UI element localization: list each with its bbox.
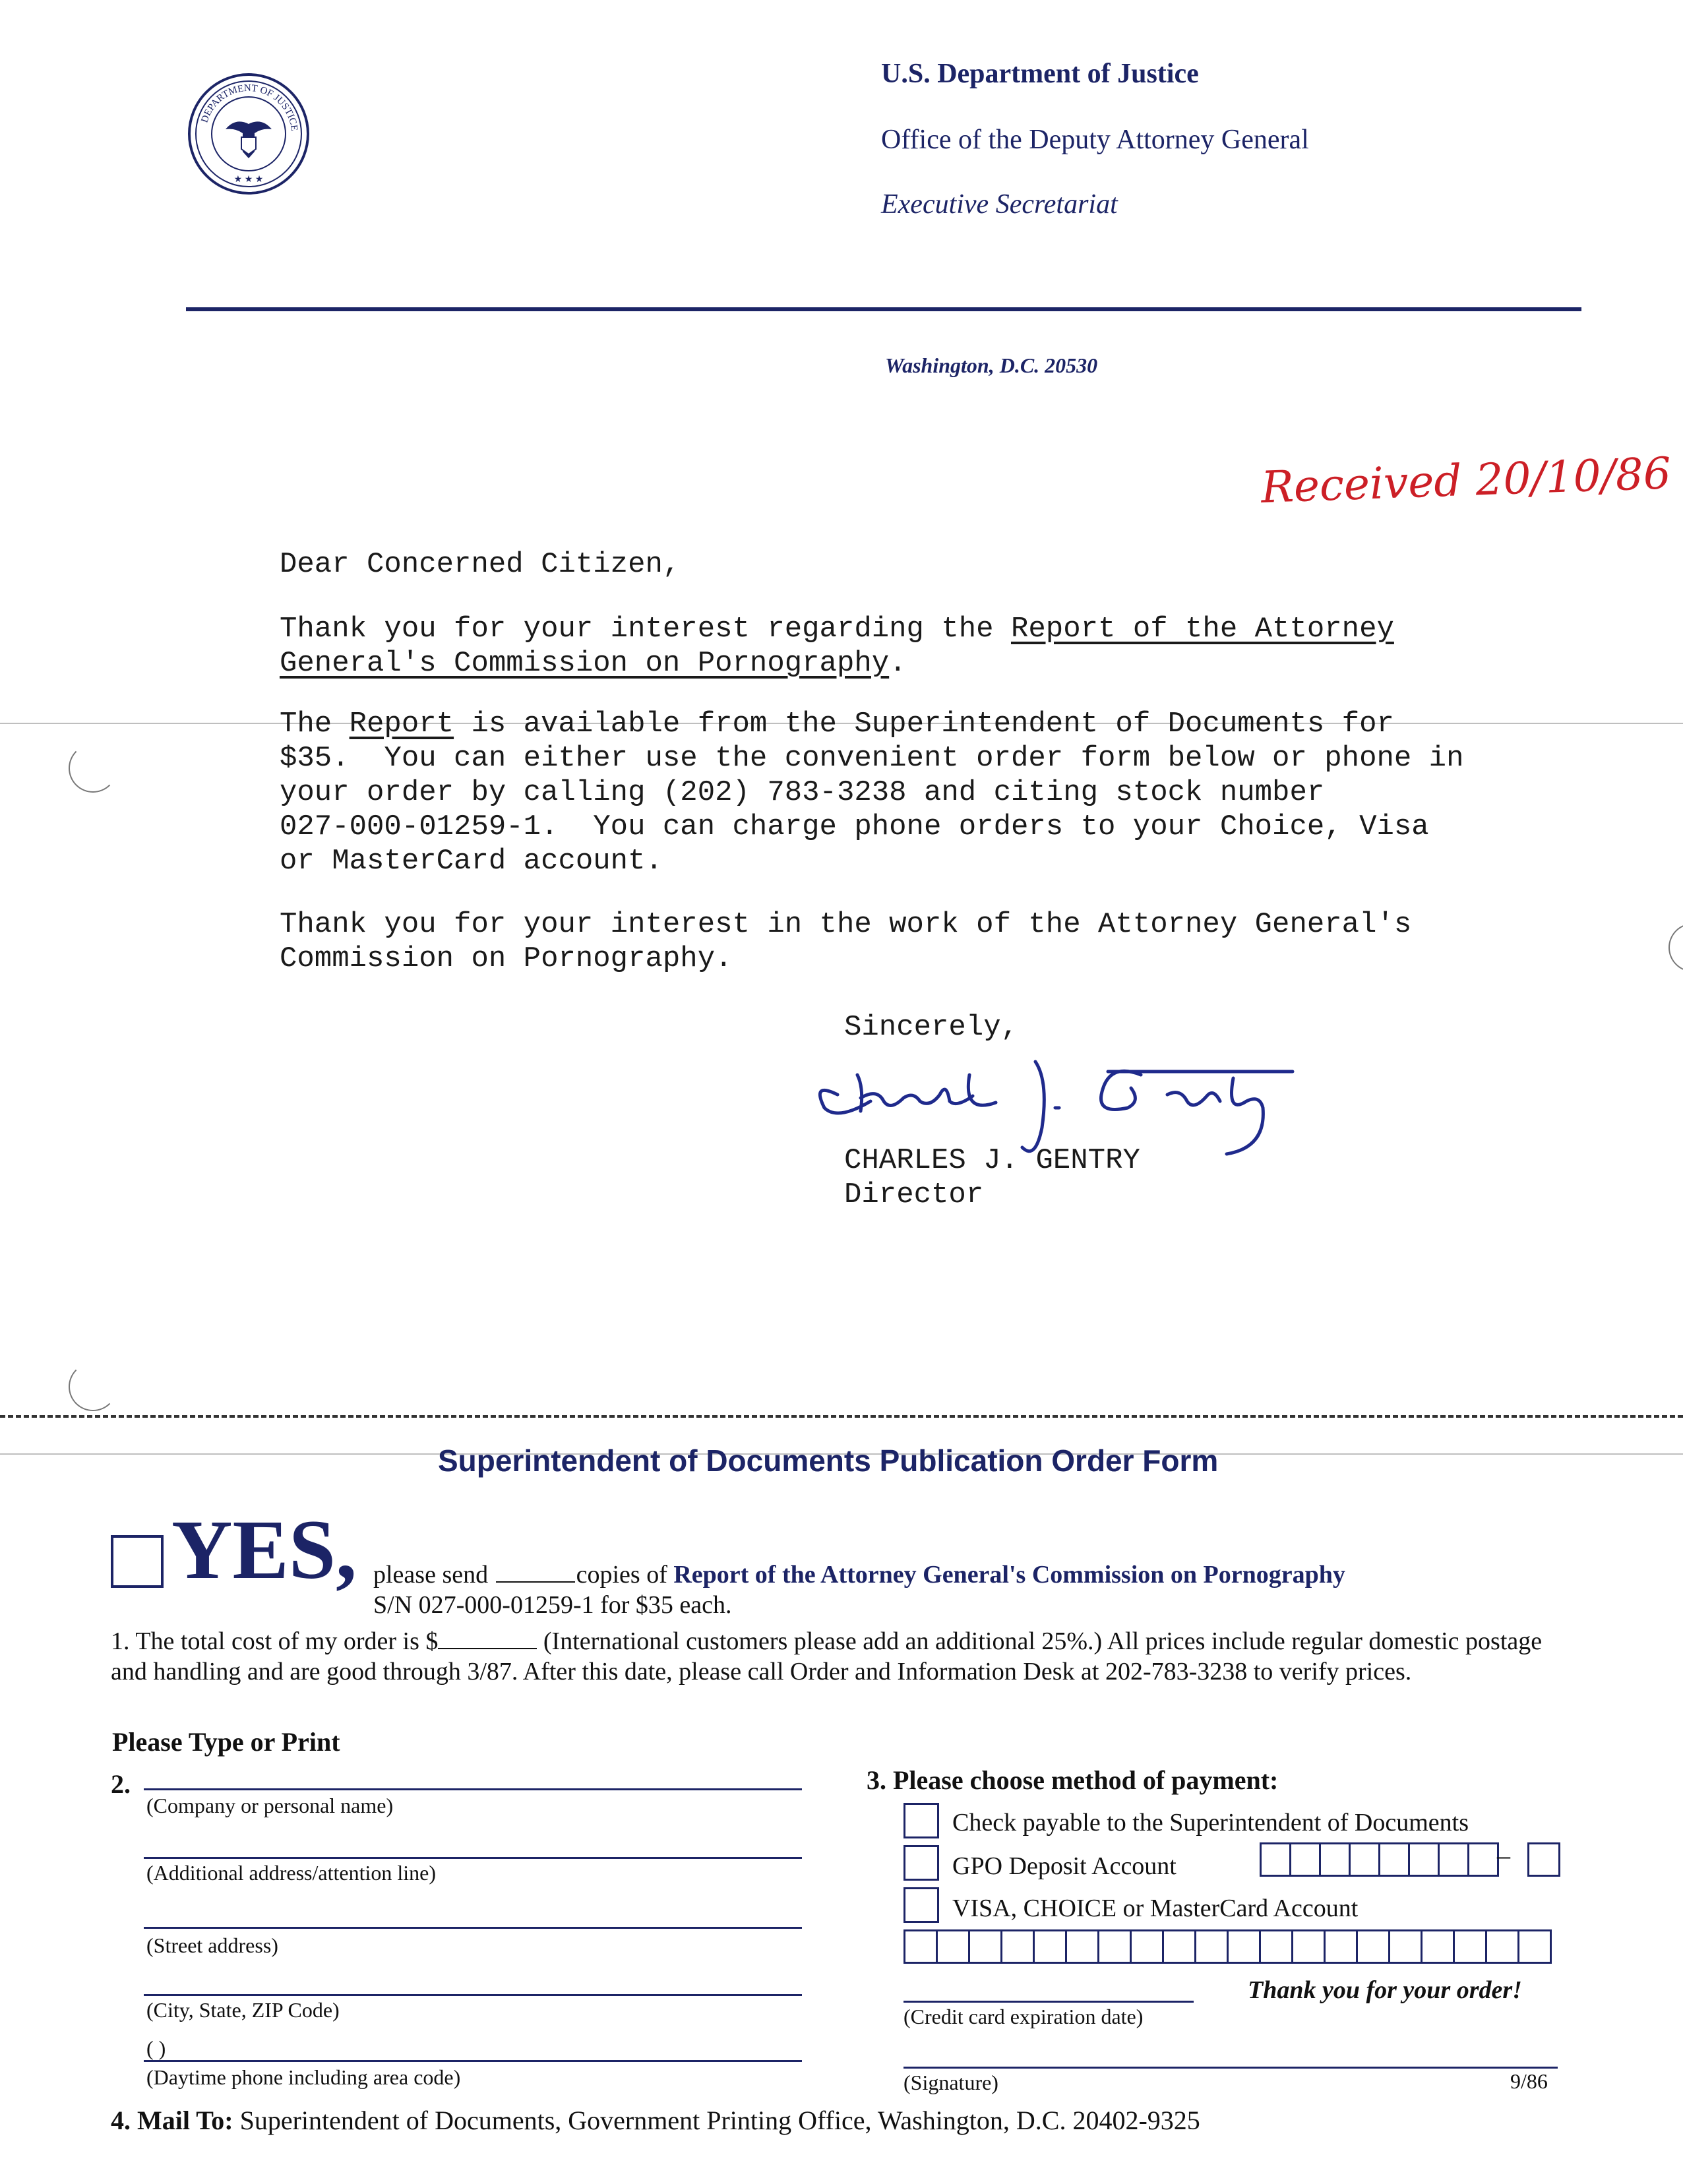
gpo-dash: – [1497, 1840, 1510, 1870]
yes-heading: YES, [171, 1503, 357, 1596]
credit-card-label: VISA, CHOICE or MasterCard Account [952, 1895, 1359, 1922]
punch-hole [1659, 913, 1683, 983]
address-line-label: (Additional address/attention line) [146, 1861, 436, 1885]
digit-box[interactable] [1000, 1929, 1035, 1964]
name-field-label: (Company or personal name) [146, 1794, 394, 1817]
expiration-date-label: (Credit card expiration date) [903, 2005, 1144, 2028]
svg-text:Charles J. Gentry: Charles J. Gentry [805, 1155, 851, 1163]
digit-box[interactable] [1467, 1842, 1499, 1877]
signer-title: Director [844, 1178, 984, 1211]
copies-blank[interactable] [496, 1581, 575, 1583]
street-address-label: (Street address) [146, 1933, 278, 1957]
digit-box[interactable] [1408, 1842, 1440, 1877]
digit-box[interactable] [903, 1929, 938, 1964]
digit-box[interactable] [1453, 1929, 1487, 1964]
digit-box[interactable] [1130, 1929, 1164, 1964]
gpo-account-number-boxes[interactable] [1260, 1842, 1497, 1875]
digit-box[interactable] [1227, 1929, 1261, 1964]
signer-name: CHARLES J. GENTRY [844, 1144, 1140, 1177]
digit-box[interactable] [1065, 1929, 1099, 1964]
digit-box[interactable] [1260, 1842, 1291, 1877]
gpo-deposit-checkbox[interactable] [903, 1845, 939, 1881]
digit-box[interactable] [1291, 1929, 1326, 1964]
stock-number: S/N 027-000-01259-1 for $35 each. [373, 1591, 732, 1619]
closing: Sincerely, [844, 1011, 1019, 1044]
order-form-title: Superintendent of Documents Publication Order Form [438, 1443, 1219, 1478]
item-3-payment-heading: 3. Please choose method of payment: [867, 1765, 1279, 1795]
please-send-line: please send copies of Report of the Attorney General's Commission on Pornography [373, 1561, 1345, 1589]
credit-card-number-boxes[interactable] [903, 1929, 1550, 1964]
digit-box[interactable] [1388, 1929, 1423, 1964]
name-field[interactable] [144, 1788, 802, 1790]
report-title-ref: Report of the Attorney [1010, 613, 1394, 646]
signature-field[interactable] [903, 2067, 1558, 2069]
total-cost-blank[interactable] [438, 1648, 537, 1649]
department-of-justice-seal [186, 71, 311, 197]
city-state-zip-field[interactable] [144, 1994, 802, 1996]
letterhead-office: Office of the Deputy Attorney General [881, 125, 1309, 155]
mail-to-line: 4. Mail To: Superintendent of Documents, Government Printing Office, Washington, D.C. 20402-9325 [111, 2106, 1200, 2135]
digit-box[interactable] [1259, 1929, 1293, 1964]
phone-parens: ( ) [146, 2036, 166, 2060]
digit-box[interactable] [1356, 1929, 1390, 1964]
check-payment-label: Check payable to the Superintendent of Documents [952, 1809, 1469, 1836]
report-title-ref: General's Commission on Pornography [280, 647, 890, 680]
paragraph-2: The Report is available from the Superintendent of Documents for $35. You can either use the convenient order form below or phone in your order by calling (202) 783-3238 and citing stock number 027-000-01259-1. You can charge phone orders to your Choice, Visa or MasterCard account. [280, 708, 1464, 878]
yes-checkbox[interactable] [111, 1535, 164, 1588]
digit-box[interactable] [1319, 1842, 1351, 1877]
letterhead-rule [186, 307, 1581, 311]
street-address-field[interactable] [144, 1927, 802, 1929]
digit-box[interactable] [1517, 1929, 1552, 1964]
letterhead-division: Executive Secretariat [881, 189, 1118, 220]
digit-box[interactable] [1378, 1842, 1410, 1877]
phone-field[interactable] [144, 2060, 802, 2062]
digit-box[interactable] [1033, 1929, 1067, 1964]
digit-box[interactable] [968, 1929, 1002, 1964]
tear-off-line [0, 1415, 1683, 1418]
digit-box[interactable] [936, 1929, 970, 1964]
salutation: Dear Concerned Citizen, [280, 548, 681, 581]
check-payment-checkbox[interactable] [903, 1803, 939, 1838]
punch-hole [69, 744, 117, 793]
digit-box[interactable] [1438, 1842, 1469, 1877]
digit-box[interactable] [1485, 1929, 1519, 1964]
punch-hole [69, 1362, 117, 1411]
digit-box[interactable] [1289, 1842, 1321, 1877]
gpo-account-check-digit-box[interactable] [1527, 1842, 1560, 1877]
digit-box[interactable] [1349, 1842, 1380, 1877]
phone-field-label: (Daytime phone including area code) [146, 2065, 461, 2089]
report-title: Report of the Attorney General's Commission on Pornography [673, 1561, 1345, 1589]
seal-text: DEPARTMENT OF JUSTICE [199, 82, 299, 132]
expiration-date-field[interactable] [903, 2001, 1194, 2003]
letterhead-place: Washington, D.C. 20530 [885, 353, 1098, 377]
please-type-heading: Please Type or Print [112, 1727, 340, 1757]
digit-box[interactable] [1421, 1929, 1455, 1964]
item-1-total-cost: 1. The total cost of my order is $ (International customers please add an additional 25%.) All prices include regular domestic postage and handling and are good through 3/87. After this date, please call Order and Information Desk at 202-783-3238 to verify prices. [111, 1627, 1543, 1685]
digit-box[interactable] [1162, 1929, 1196, 1964]
received-stamp: Received 20/10/86 [1260, 448, 1672, 513]
address-line-field[interactable] [144, 1857, 802, 1859]
gpo-deposit-label: GPO Deposit Account [952, 1852, 1177, 1880]
city-state-zip-label: (City, State, ZIP Code) [146, 1998, 340, 2022]
thank-you-note: Thank you for your order! [1248, 1976, 1522, 2004]
digit-box[interactable] [1097, 1929, 1132, 1964]
svg-text:★ ★ ★: ★ ★ ★ [233, 175, 264, 185]
credit-card-checkbox[interactable] [903, 1887, 939, 1923]
paragraph-1: Thank you for your interest regarding the Report of the Attorney General's Commission on Pornography. [280, 613, 1394, 680]
paragraph-3: Thank you for your interest in the work of the Attorney General's Commission on Pornography. [280, 908, 1412, 975]
item-2-number: 2. [111, 1769, 131, 1799]
letterhead-department: U.S. Department of Justice [881, 59, 1199, 89]
signature-label: (Signature) [903, 2071, 998, 2094]
digit-box[interactable] [1324, 1929, 1358, 1964]
digit-box[interactable] [1194, 1929, 1229, 1964]
form-version: 9/86 [1510, 2069, 1548, 2093]
